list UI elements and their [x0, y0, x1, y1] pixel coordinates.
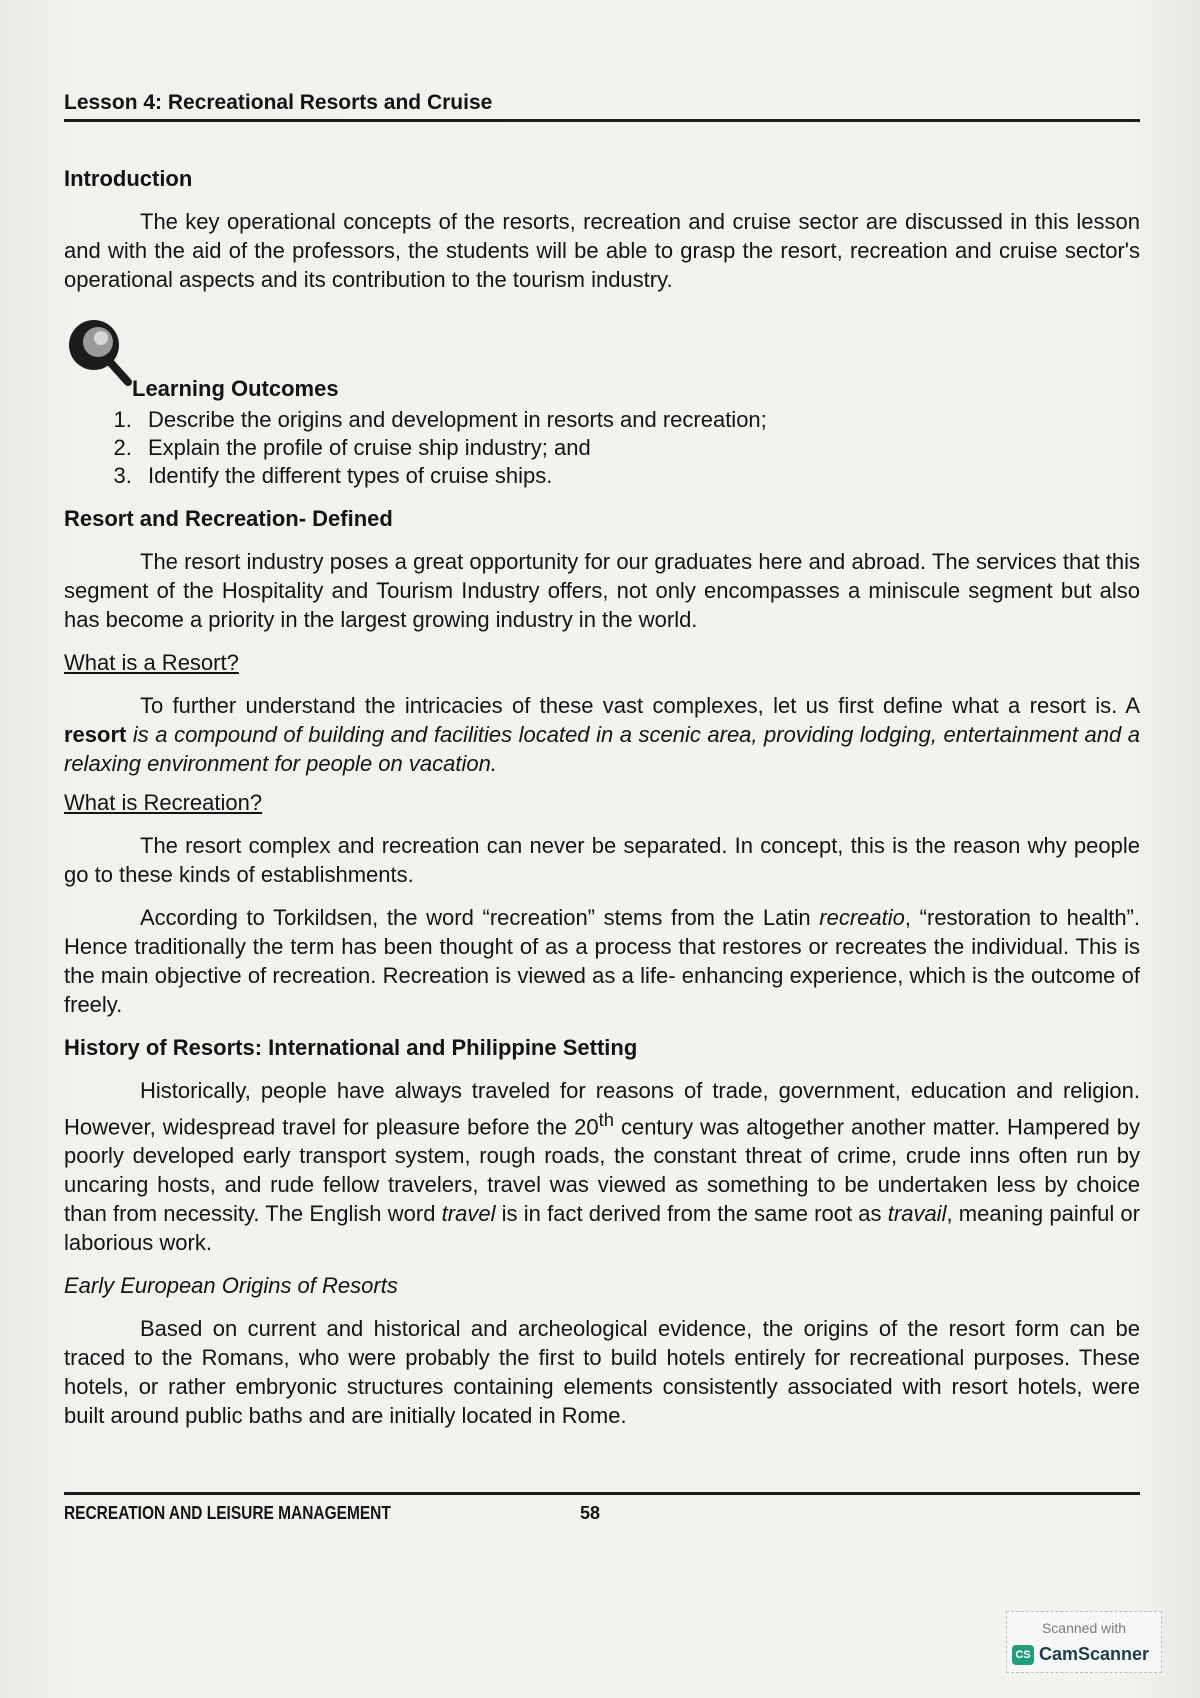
page-content [64, 88, 1140, 1430]
early-european-paragraph: Based on current and historical and archeological evidence, the origins of the resort form can be traced to the Romans, who were probably the first to build hotels entirely for recreational purposes. These hotels, or rather embryonic structures containing elements consistently associated with resort hotels, were built around public baths and are initially located in Rome. [64, 1316, 1140, 1429]
introduction-heading: Introduction [64, 166, 193, 191]
learning-outcomes-heading: Learning Outcomes [132, 376, 339, 401]
list-item: 2. Explain the profile of cruise ship industry; and [138, 434, 1140, 462]
introduction-paragraph: The key operational concepts of the resorts, recreation and cruise sector are discussed in this lesson and with the aid of the professors, the students will be able to grasp the resort, recreation and cruise sector's operational aspects and its contribution to the tourism industry. [64, 209, 1140, 292]
learning-outcomes-header [64, 316, 1140, 401]
history-heading: History of Resorts: International and Philippine Setting [64, 1035, 638, 1060]
watermark-brand: CamScanner [1039, 1644, 1150, 1664]
early-european-heading: Early European Origins of Resorts [64, 1273, 398, 1299]
watermark-scanned-text: Scanned with [1041, 1620, 1127, 1636]
resort-recreation-paragraph: The resort industry poses a great opportunity for our graduates here and abroad. The services that this segment of the Hospitality and Tourism Industry offers, not only encompasses a miniscule segment but also has become a priority in the largest growing industry in the world. [64, 549, 1140, 632]
camscanner-watermark [1006, 1611, 1162, 1673]
resort-term: resort [64, 722, 127, 747]
resort-definition: is a compound of building and facilities located in a scenic area, providing lodging, entertainment and a relaxing environment for people on vacation. [64, 722, 1140, 776]
page-footer [64, 1492, 1140, 1523]
what-is-recreation-heading: What is Recreation? [64, 790, 263, 815]
camscanner-logo-icon: CS [1012, 1645, 1034, 1665]
lesson-title: Lesson 4: Recreational Resorts and Cruise [64, 88, 1140, 122]
list-item: 3. Identify the different types of cruise ships. [138, 462, 1140, 490]
what-is-resort-paragraph: To further understand the intricacies of these vast complexes, let us first define what a resort is. A resort is a compound of building and facilities located in a scenic area, providing lodging, entertainment and a relaxing environment for people on vacation. [64, 693, 1140, 776]
recreation-paragraph-1: The resort complex and recreation can never be separated. In concept, this is the reason why people go to these kinds of establishments. [64, 833, 1140, 887]
resort-recreation-heading: Resort and Recreation- Defined [64, 506, 393, 531]
footer-course-title: RECREATION AND LEISURE MANAGEMENT [64, 1503, 391, 1523]
history-paragraph: Historically, people have always traveled for reasons of trade, government, education and religion. However, widespread travel for pleasure before the 20th century was altogether another matter. Hampered by poorly developed early transport system, rough roads, the constant threat of crime, crude inns often run by uncaring hosts, and rude fellow travelers, travel was viewed as something to be undertaken less by choice than from necessity. The English word travel is in fact derived from the same root as travail, meaning painful or laborious work. [64, 1078, 1140, 1256]
magnifying-glass-icon [64, 316, 134, 390]
page-number: 58 [580, 1503, 601, 1523]
learning-outcomes-list [64, 406, 1140, 490]
recreation-paragraph-2: According to Torkildsen, the word “recreation” stems from the Latin recreatio, “restoration to health”. Hence traditionally the term has been thought of as a process that restores or recreates the individual. This is the main objective of recreation. Recreation is viewed as a life- enhancing experience, which is the outcome of freely. [64, 905, 1140, 1017]
what-is-resort-heading: What is a Resort? [64, 650, 239, 675]
list-item: 1. Describe the origins and development in resorts and recreation; [138, 406, 1140, 434]
